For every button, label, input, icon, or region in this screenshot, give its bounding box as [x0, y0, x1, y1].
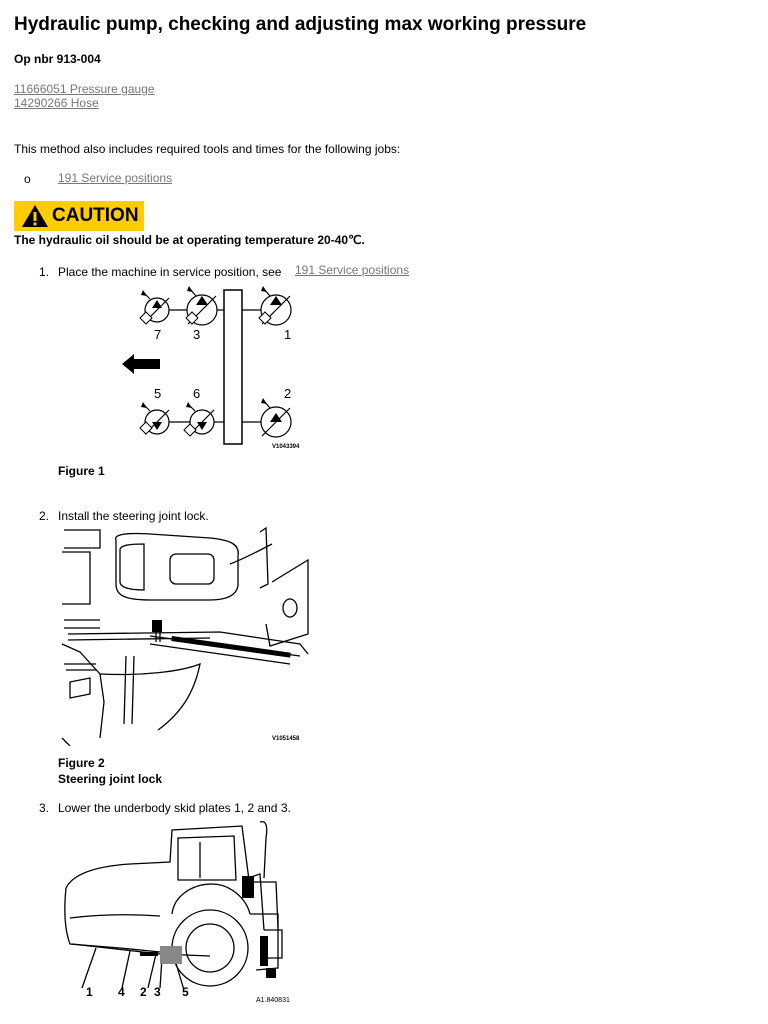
- skid-plate-label: 5: [182, 985, 189, 999]
- caution-badge: [14, 201, 144, 231]
- figure-1-hydraulic-diagram: [110, 282, 310, 454]
- pump-label: 6: [193, 386, 201, 401]
- pump-label: 5: [154, 386, 162, 401]
- pump-label: 3: [193, 327, 201, 342]
- page-title: Hydraulic pump, checking and adjusting max working pressure: [14, 14, 587, 35]
- pump-label: 1: [284, 327, 292, 342]
- pump-label: 2: [284, 386, 292, 401]
- step-text: Lower the underbody skid plates 1, 2 and 3.: [58, 801, 291, 815]
- caution-label: CAUTION: [52, 205, 139, 226]
- step-number: 1.: [39, 265, 50, 279]
- figure-3-hauler-illustration: [60, 818, 308, 1008]
- service-positions-link[interactable]: 191 Service positions: [295, 263, 410, 277]
- step-number: 2.: [39, 509, 50, 523]
- pump-label: 7: [154, 327, 162, 342]
- figure-1-caption: Figure 1: [58, 464, 105, 478]
- caution-text: The hydraulic oil should be at operating temperature 20-40℃.: [14, 233, 365, 247]
- skid-plate-label: 1: [86, 985, 93, 999]
- list-bullet: o: [24, 172, 31, 186]
- step-text: Place the machine in service position, see: [58, 265, 282, 279]
- step-number: 3.: [39, 801, 50, 815]
- warning-triangle-icon: [21, 204, 49, 228]
- figure-code: V1043394: [272, 444, 300, 450]
- figure-2-caption: Figure 2: [58, 756, 105, 770]
- figure-2-steering-joint-lock-illustration: [60, 524, 310, 746]
- step-text: Install the steering joint lock.: [58, 509, 209, 523]
- tool-link-hose[interactable]: 14290266 Hose: [14, 96, 99, 110]
- figure-code: V1051458: [272, 736, 300, 742]
- intro-text: This method also includes required tools and times for the following jobs:: [14, 142, 401, 156]
- skid-plate-label: 2: [140, 985, 147, 999]
- tool-link-pressure-gauge[interactable]: 11666051 Pressure gauge: [14, 82, 155, 96]
- figure-2-subcaption: Steering joint lock: [58, 772, 163, 786]
- skid-plate-label: 3: [154, 985, 161, 999]
- skid-plate-label: 4: [118, 985, 125, 999]
- op-number: Op nbr 913-004: [14, 52, 101, 66]
- related-job-link[interactable]: 191 Service positions: [58, 171, 173, 185]
- figure-code: A1.840831: [256, 997, 290, 1004]
